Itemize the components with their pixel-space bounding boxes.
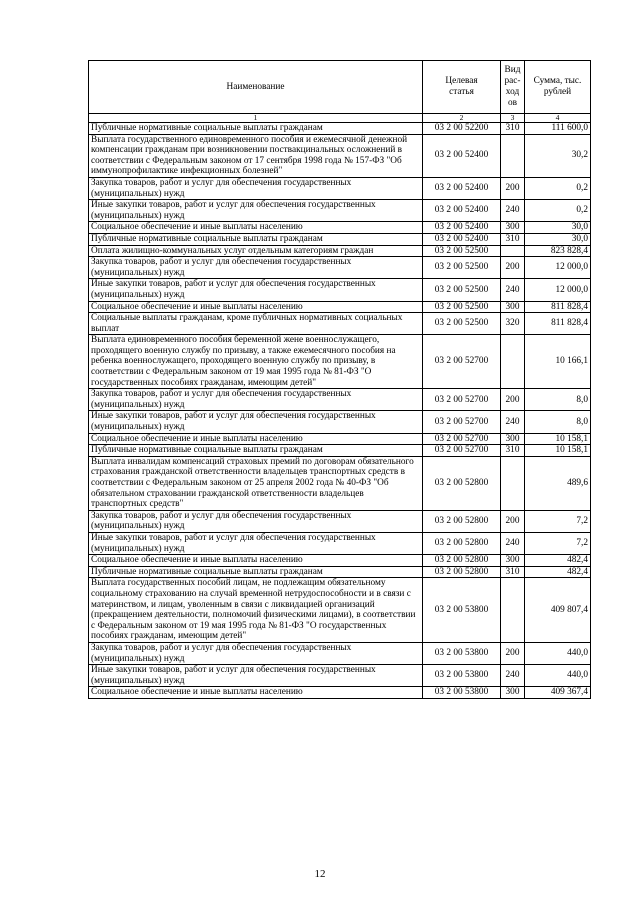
header-name: Наименование [89, 61, 423, 114]
column-number: 2 [423, 114, 501, 123]
row-vid-cell: 300 [501, 433, 525, 445]
table-row [89, 222, 591, 234]
table-row [89, 313, 591, 335]
row-vid-cell: 310 [501, 123, 525, 135]
row-code-cell: 03 2 00 52700 [423, 411, 501, 433]
row-sum-cell: 10 158,1 [525, 433, 591, 445]
row-sum-cell: 482,4 [525, 555, 591, 567]
row-code-cell: 03 2 00 52800 [423, 566, 501, 578]
row-name-cell: Социальное обеспечение и иные выплаты населению [89, 222, 423, 234]
row-vid-cell [501, 335, 525, 389]
row-name-cell: Публичные нормативные социальные выплаты гражданам [89, 445, 423, 457]
table-row [89, 177, 591, 199]
row-vid-cell [501, 134, 525, 177]
row-code-cell: 03 2 00 53800 [423, 642, 501, 664]
row-name-cell: Закупка товаров, работ и услуг для обеспечения государственных (муниципальных) нужд [89, 389, 423, 411]
row-sum-cell: 30,2 [525, 134, 591, 177]
row-code-cell: 03 2 00 53800 [423, 665, 501, 687]
row-vid-cell: 320 [501, 313, 525, 335]
row-name-cell: Выплата государственного единовременного пособия и ежемесячной денежной компенсации гражданам при возникновении поствакцинальных осложнений в соответствии с Федеральным законом от 17 сентября 1998 года № 157-ФЗ "Об иммунопрофилактике инфекционных болезней" [89, 134, 423, 177]
row-sum-cell: 8,0 [525, 411, 591, 433]
row-code-cell: 03 2 00 52500 [423, 279, 501, 301]
row-name-cell: Социальные выплаты гражданам, кроме публичных нормативных социальных выплат [89, 313, 423, 335]
row-name-cell: Закупка товаров, работ и услуг для обеспечения государственных (муниципальных) нужд [89, 642, 423, 664]
row-code-cell: 03 2 00 52800 [423, 555, 501, 567]
row-name-cell: Социальное обеспечение и иные выплаты населению [89, 687, 423, 699]
table-row [89, 389, 591, 411]
column-number-row [89, 114, 591, 123]
header-sum: Сумма, тыс. рублей [525, 61, 591, 114]
table-row [89, 642, 591, 664]
row-name-cell: Публичные нормативные социальные выплаты гражданам [89, 233, 423, 245]
row-vid-cell: 300 [501, 301, 525, 313]
row-sum-cell: 811 828,4 [525, 313, 591, 335]
row-name-cell: Закупка товаров, работ и услуг для обеспечения государственных (муниципальных) нужд [89, 510, 423, 532]
row-sum-cell: 30,0 [525, 222, 591, 234]
row-name-cell: Социальное обеспечение и иные выплаты населению [89, 555, 423, 567]
row-code-cell: 03 2 00 53800 [423, 578, 501, 643]
row-code-cell: 03 2 00 52400 [423, 222, 501, 234]
row-code-cell: 03 2 00 52400 [423, 233, 501, 245]
row-code-cell: 03 2 00 52700 [423, 445, 501, 457]
row-vid-cell [501, 245, 525, 257]
table-row [89, 279, 591, 301]
row-name-cell: Закупка товаров, работ и услуг для обеспечения государственных (муниципальных) нужд [89, 177, 423, 199]
row-sum-cell: 12 000,0 [525, 257, 591, 279]
row-code-cell: 03 2 00 52500 [423, 313, 501, 335]
row-sum-cell: 10 158,1 [525, 445, 591, 457]
row-name-cell: Иные закупки товаров, работ и услуг для обеспечения государственных (муниципальных) нужд [89, 532, 423, 554]
column-number: 4 [525, 114, 591, 123]
table-body [89, 123, 591, 699]
row-sum-cell: 440,0 [525, 642, 591, 664]
row-vid-cell: 240 [501, 665, 525, 687]
table-row [89, 456, 591, 510]
row-name-cell: Выплата единовременного пособия беременной жене военнослужащего, проходящего военную службу по призыву, а также ежемесячного пособия на ребенка военнослужащего, проходящего военную службу по призыву, в соответствии с Федеральным законом от 19 мая 1995 года № 81-ФЗ "О государственных пособиях гражданам, имеющим детей" [89, 335, 423, 389]
table-row [89, 510, 591, 532]
row-vid-cell: 200 [501, 257, 525, 279]
row-name-cell: Социальное обеспечение и иные выплаты населению [89, 433, 423, 445]
row-sum-cell: 30,0 [525, 233, 591, 245]
page-number: 12 [314, 868, 326, 880]
row-name-cell: Социальное обеспечение и иные выплаты населению [89, 301, 423, 313]
row-code-cell: 03 2 00 52700 [423, 335, 501, 389]
row-sum-cell: 440,0 [525, 665, 591, 687]
row-name-cell: Выплата инвалидам компенсаций страховых премий по договорам обязательного страхования гражданской ответственности владельцев транспортных средств в соответствии с Федеральным законом от 25 апреля 2002 года № 40-ФЗ "Об обязательном страховании гражданской ответственности владельцев транспортных средств" [89, 456, 423, 510]
row-sum-cell: 7,2 [525, 532, 591, 554]
row-name-cell: Публичные нормативные социальные выплаты гражданам [89, 123, 423, 135]
row-sum-cell: 489,6 [525, 456, 591, 510]
row-name-cell: Иные закупки товаров, работ и услуг для обеспечения государственных (муниципальных) нужд [89, 200, 423, 222]
row-vid-cell: 200 [501, 642, 525, 664]
table-row [89, 566, 591, 578]
row-vid-cell: 310 [501, 233, 525, 245]
row-code-cell: 03 2 00 52800 [423, 510, 501, 532]
budget-table [88, 60, 591, 699]
table-row [89, 245, 591, 257]
row-vid-cell: 310 [501, 445, 525, 457]
header-row [89, 61, 591, 114]
row-sum-cell: 111 600,0 [525, 123, 591, 135]
row-name-cell: Иные закупки товаров, работ и услуг для обеспечения государственных (муниципальных) нужд [89, 279, 423, 301]
table-row [89, 301, 591, 313]
table-row [89, 532, 591, 554]
row-code-cell: 03 2 00 52400 [423, 177, 501, 199]
row-sum-cell: 409 807,4 [525, 578, 591, 643]
row-sum-cell: 12 000,0 [525, 279, 591, 301]
table-row [89, 445, 591, 457]
row-code-cell: 03 2 00 52800 [423, 456, 501, 510]
row-code-cell: 03 2 00 52800 [423, 532, 501, 554]
row-sum-cell: 7,2 [525, 510, 591, 532]
row-vid-cell: 200 [501, 510, 525, 532]
row-vid-cell: 200 [501, 389, 525, 411]
row-sum-cell: 823 828,4 [525, 245, 591, 257]
row-sum-cell: 10 166,1 [525, 335, 591, 389]
row-vid-cell: 310 [501, 566, 525, 578]
row-code-cell: 03 2 00 52200 [423, 123, 501, 135]
row-sum-cell: 409 367,4 [525, 687, 591, 699]
table-row [89, 134, 591, 177]
row-code-cell: 03 2 00 52400 [423, 200, 501, 222]
row-sum-cell: 8,0 [525, 389, 591, 411]
row-vid-cell: 240 [501, 411, 525, 433]
header-article: Целевая статья [423, 61, 501, 114]
table-row [89, 200, 591, 222]
table-row [89, 411, 591, 433]
row-sum-cell: 0,2 [525, 200, 591, 222]
row-sum-cell: 0,2 [525, 177, 591, 199]
row-vid-cell: 300 [501, 687, 525, 699]
column-number: 3 [501, 114, 525, 123]
row-code-cell: 03 2 00 52500 [423, 301, 501, 313]
row-vid-cell: 240 [501, 200, 525, 222]
row-vid-cell [501, 456, 525, 510]
row-name-cell: Публичные нормативные социальные выплаты гражданам [89, 566, 423, 578]
row-sum-cell: 811 828,4 [525, 301, 591, 313]
row-code-cell: 03 2 00 52500 [423, 257, 501, 279]
row-name-cell: Иные закупки товаров, работ и услуг для обеспечения государственных (муниципальных) нужд [89, 411, 423, 433]
row-name-cell: Выплата государственных пособий лицам, не подлежащим обязательному социальному страхованию на случай временной нетрудоспособности и в связи с материнством, и лицам, уволенным в связи с ликвидацией организаций (прекращением деятельности, полномочий физическими лицами), в соответствии с Федеральным законом от 19 мая 1995 года № 81-ФЗ "О государственных пособиях гражданам, имеющим детей" [89, 578, 423, 643]
table-row [89, 578, 591, 643]
table-row [89, 555, 591, 567]
column-number: 1 [89, 114, 423, 123]
row-name-cell: Иные закупки товаров, работ и услуг для обеспечения государственных (муниципальных) нужд [89, 665, 423, 687]
table-row [89, 233, 591, 245]
row-sum-cell: 482,4 [525, 566, 591, 578]
row-code-cell: 03 2 00 52700 [423, 389, 501, 411]
row-code-cell: 03 2 00 52400 [423, 134, 501, 177]
row-vid-cell: 200 [501, 177, 525, 199]
row-vid-cell [501, 578, 525, 643]
row-vid-cell: 300 [501, 222, 525, 234]
table-row [89, 257, 591, 279]
table-row [89, 665, 591, 687]
row-code-cell: 03 2 00 52700 [423, 433, 501, 445]
row-vid-cell: 240 [501, 532, 525, 554]
row-code-cell: 03 2 00 52500 [423, 245, 501, 257]
header-vid: Вид рас-ходов [501, 61, 525, 114]
row-name-cell: Закупка товаров, работ и услуг для обеспечения государственных (муниципальных) нужд [89, 257, 423, 279]
table-row [89, 123, 591, 135]
row-name-cell: Оплата жилищно-коммунальных услуг отдельным категориям граждан [89, 245, 423, 257]
row-vid-cell: 300 [501, 555, 525, 567]
row-code-cell: 03 2 00 53800 [423, 687, 501, 699]
row-vid-cell: 240 [501, 279, 525, 301]
table-row [89, 433, 591, 445]
table-row [89, 687, 591, 699]
table-row [89, 335, 591, 389]
